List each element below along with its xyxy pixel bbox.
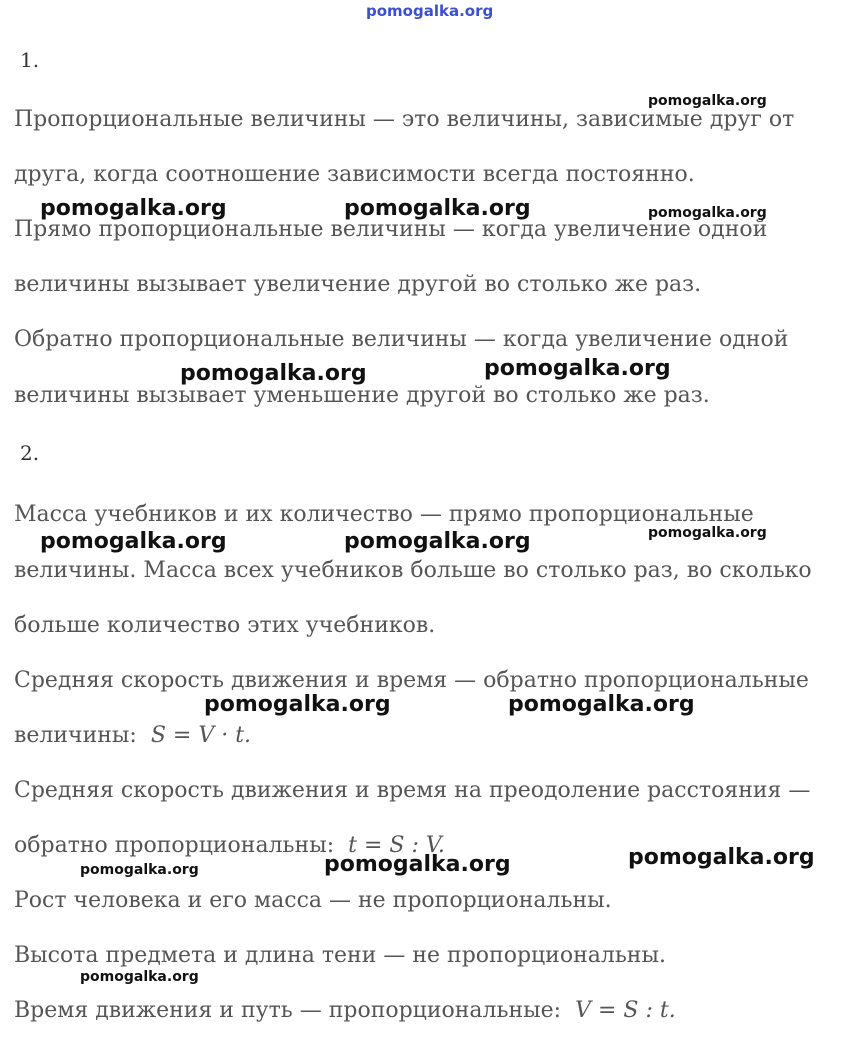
watermark: pomogalka.org	[508, 692, 695, 717]
header-watermark: pomogalka.org	[366, 2, 494, 20]
watermark: pomogalka.org	[344, 529, 531, 554]
text-line: величины. Масса всех учебников больше во столько раз, во сколько	[14, 558, 812, 583]
formula-line	[14, 997, 676, 1025]
formula: t = S : V.	[348, 833, 445, 858]
text-line: величины вызывает уменьшение другой во столько же раз.	[14, 383, 710, 408]
text-line: Масса учебников и их количество — прямо пропорциональные	[14, 502, 754, 527]
text-line: Пропорциональные величины — это величины, зависимые друг от	[14, 107, 795, 132]
formula: S = V · t.	[150, 723, 252, 748]
formula-label: обратно пропорциональны:	[14, 833, 335, 858]
watermark: pomogalka.org	[648, 93, 767, 109]
watermark: pomogalka.org	[628, 845, 815, 870]
text-line: друга, когда соотношение зависимости всегда постоянно.	[14, 162, 695, 187]
watermark: pomogalka.org	[484, 356, 671, 381]
watermark: pomogalka.org	[204, 692, 391, 717]
watermark: pomogalka.org	[180, 361, 367, 386]
formula-label: величины:	[14, 723, 137, 748]
watermark: pomogalka.org	[80, 862, 199, 878]
watermark: pomogalka.org	[80, 969, 199, 985]
text-line: Средняя скорость движения и время — обратно пропорциональные	[14, 668, 809, 693]
watermark: pomogalka.org	[324, 852, 511, 877]
watermark: pomogalka.org	[648, 205, 767, 221]
watermark: pomogalka.org	[40, 529, 227, 554]
watermark: pomogalka.org	[648, 525, 767, 541]
text-line: Прямо пропорциональные величины — когда увеличение одной	[14, 217, 768, 242]
text-line: больше количество этих учебников.	[14, 613, 436, 638]
formula-label: Время движения и путь — пропорциональные:	[14, 998, 562, 1023]
text-line: Рост человека и его масса — не пропорциональны.	[14, 888, 612, 913]
text-line: Средняя скорость движения и время на преодоление расстояния —	[14, 778, 811, 803]
watermark: pomogalka.org	[344, 196, 531, 221]
formula: V = S : t.	[575, 998, 676, 1023]
section-number: 2.	[20, 441, 40, 465]
section-number: 1.	[20, 48, 40, 72]
formula-line	[14, 722, 251, 750]
text-line: Высота предмета и длина тени — не пропорциональны.	[14, 943, 666, 968]
text-line: величины вызывает увеличение другой во столько же раз.	[14, 272, 702, 297]
watermark: pomogalka.org	[40, 196, 227, 221]
text-line: Обратно пропорциональные величины — когда увеличение одной	[14, 327, 789, 352]
